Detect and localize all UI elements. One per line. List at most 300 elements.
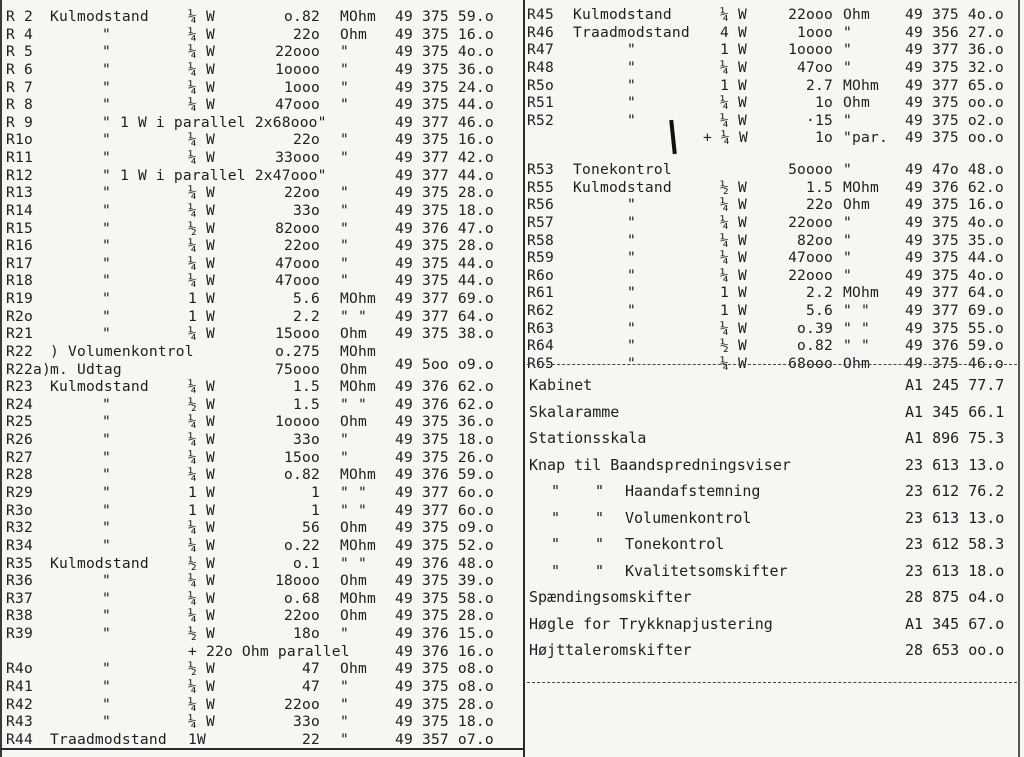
part-number: 49 375 28.o <box>395 237 494 255</box>
ditto-mark: " <box>627 266 636 284</box>
part-ref: R24 <box>6 395 33 413</box>
unit: " <box>340 219 349 237</box>
part-number: 49 376 59.o <box>905 337 1004 355</box>
part-number: 49 375 58.o <box>395 589 494 607</box>
unit: Ohm <box>843 94 870 112</box>
unit: " <box>843 41 852 59</box>
part-number: A1 245 77.7 <box>905 376 1005 394</box>
wattage: ¼ W <box>188 378 215 396</box>
resistance-value: 22oo <box>284 184 320 202</box>
part-number: 49 375 44.o <box>395 96 494 114</box>
resistance-value: o.82 <box>797 337 833 355</box>
ditto-mark: " <box>627 58 636 76</box>
resistance-value: 82ooo <box>275 219 320 237</box>
wattage: ¼ W <box>188 677 215 695</box>
resistance-value: 15oo <box>284 448 320 466</box>
ditto-mark: " <box>102 660 111 678</box>
ditto-mark: " <box>627 213 636 231</box>
part-ref: R14 <box>6 201 33 219</box>
part-number: 49 47o 48.o <box>905 161 1004 179</box>
ditto-mark: " <box>102 290 111 308</box>
part-number: 49 375 16.o <box>905 196 1004 214</box>
part-description: Traadmodstand <box>50 730 167 748</box>
part-ref: R35 <box>6 554 33 572</box>
resistance-value: 1.5 <box>293 395 320 413</box>
wattage: ¼ W <box>720 196 747 214</box>
wattage: ¼ W <box>720 58 747 76</box>
resistance-value: 33o <box>293 431 320 449</box>
part-description: Kulmodstand <box>50 8 149 25</box>
ditto-mark: " <box>102 201 111 219</box>
part-ref: R48 <box>527 58 554 76</box>
resistance-value: 22o <box>293 25 320 43</box>
part-description: Kulmodstand <box>573 178 672 196</box>
wattage: 1 W <box>720 302 747 320</box>
resistance-value: 15ooo <box>275 325 320 343</box>
unit: " <box>340 78 349 96</box>
wattage: ¼ W <box>188 60 215 78</box>
unit: " " <box>340 484 367 501</box>
part-ref: R18 <box>6 272 33 290</box>
resistance-value: 1o <box>815 129 833 147</box>
part-number: 49 377 6o.o <box>395 501 494 519</box>
part-ref: R19 <box>6 290 33 308</box>
resistance-value: 1 <box>311 484 320 501</box>
part-ref: R17 <box>6 254 33 272</box>
part-number: 23 612 76.2 <box>905 482 1005 500</box>
wattage: ½ W <box>720 178 747 196</box>
part-description: ) Volumenkontrol <box>50 342 194 360</box>
resistance-value: 22o <box>806 196 833 214</box>
resistance-value: 22ooo <box>275 43 320 61</box>
resistance-value: 68ooo <box>788 354 833 372</box>
wattage: ½ W <box>188 219 215 237</box>
part-number: 49 375 36.o <box>395 413 494 431</box>
wattage: ¼ W <box>720 231 747 249</box>
part-ref: R 2 <box>6 8 33 25</box>
part-number: 28 875 o4.o <box>905 588 1005 606</box>
part-ref: R36 <box>6 572 33 590</box>
unit: " <box>340 149 349 167</box>
unit: MOhm <box>340 589 376 607</box>
ditto-mark: " 1 W i parallel 2x47ooo" <box>102 166 327 184</box>
wattage: ¼ W <box>188 149 215 167</box>
ditto-mark: " <box>102 325 111 343</box>
part-ref: R39 <box>6 625 33 643</box>
wattage: ¼ W <box>188 131 215 149</box>
wattage: 1 W <box>720 76 747 94</box>
part-number: 49 377 36.o <box>905 41 1004 59</box>
wattage: ¼ W <box>188 519 215 537</box>
resistance-value: 2.2 <box>293 307 320 325</box>
resistance-value: 5oooo <box>788 161 833 179</box>
unit: " <box>340 695 349 713</box>
part-number: 49 5oo o9.o <box>395 356 494 373</box>
wattage: ¼ W <box>188 237 215 255</box>
part-ref: R45 <box>527 6 554 23</box>
ditto-mark: " <box>102 237 111 255</box>
part-description: m. Udtag <box>50 360 122 378</box>
resistance-value: 47ooo <box>275 272 320 290</box>
wattage: ¼ W <box>720 249 747 267</box>
ditto-mark: " <box>102 25 111 43</box>
part-number: 23 612 58.3 <box>905 535 1005 553</box>
unit: " <box>340 201 349 219</box>
resistance-value: 47ooo <box>275 254 320 272</box>
ditto-mark: " <box>102 60 111 78</box>
resistance-value: 47 <box>302 677 320 695</box>
wattage: ¼ W <box>188 8 215 25</box>
wattage: ¼ W <box>720 354 747 372</box>
part-description: Stationsskala <box>529 429 647 447</box>
part-number: 49 376 62.o <box>395 378 494 396</box>
unit: "par. <box>843 129 888 147</box>
part-ref: R52 <box>527 111 554 129</box>
ditto-mark: " <box>102 713 111 731</box>
wattage: 1 W <box>188 290 215 308</box>
resistance-value: o.275 <box>275 342 320 360</box>
unit: MOhm <box>340 536 376 554</box>
unit: MOhm <box>340 290 376 308</box>
wattage: ¼ W <box>188 572 215 590</box>
ditto-mark: " <box>627 354 636 372</box>
part-number: 49 375 16.o <box>395 131 494 149</box>
part-number: 49 375 59.o <box>395 8 494 25</box>
part-number: 49 356 27.o <box>905 23 1004 41</box>
part-number: 49 357 o7.o <box>395 730 494 748</box>
ditto-mark: " <box>102 395 111 413</box>
unit: Ohm <box>340 607 367 625</box>
resistance-value: o.68 <box>284 589 320 607</box>
right-border <box>1018 0 1020 757</box>
ditto-mark: " <box>627 196 636 214</box>
part-number: 49 377 69.o <box>905 302 1004 320</box>
ditto-mark: " <box>102 501 111 519</box>
wattage: ¼ W <box>720 319 747 337</box>
part-subdescription: Haandafstemning <box>625 482 761 500</box>
unit: " <box>340 96 349 114</box>
part-number: 49 375 4o.o <box>905 266 1004 284</box>
part-ref: R15 <box>6 219 33 237</box>
unit: Ohm <box>340 25 367 43</box>
part-ref: R3o <box>6 501 33 519</box>
wattage: ½ W <box>188 554 215 572</box>
part-ref: R58 <box>527 231 554 249</box>
resistance-value: 1o <box>815 94 833 112</box>
resistance-value: 1oooo <box>275 413 320 431</box>
resistance-value: 22oo <box>284 237 320 255</box>
part-ref: R22a) <box>6 360 51 378</box>
unit: " <box>340 431 349 449</box>
part-ref: R1o <box>6 131 33 149</box>
resistance-value: o.82 <box>284 466 320 484</box>
unit: " <box>340 730 349 748</box>
part-ref: R59 <box>527 249 554 267</box>
part-number: A1 345 66.1 <box>905 402 1005 421</box>
wattage: ¼ W <box>188 201 215 219</box>
ditto-mark: " <box>551 508 561 527</box>
unit: Ohm <box>340 413 367 431</box>
wattage: 1 W <box>188 307 215 325</box>
part-number: 28 653 oo.o <box>905 641 1005 659</box>
wattage: 4 W <box>720 23 747 41</box>
unit: " <box>843 23 852 41</box>
ditto-mark: " <box>627 337 636 355</box>
part-ref: R 4 <box>6 25 33 43</box>
part-number: 49 377 42.o <box>395 149 494 167</box>
part-subdescription: Tonekontrol <box>625 535 725 553</box>
resistance-value: 1oooo <box>275 60 320 78</box>
resistance-value: 22oo <box>284 607 320 625</box>
ditto-mark: " <box>627 302 636 320</box>
unit: Ohm <box>340 660 367 678</box>
resistance-value: 1ooo <box>284 78 320 96</box>
resistance-value: 47ooo <box>275 96 320 114</box>
left-border <box>0 0 2 757</box>
wattage: 1 W <box>188 501 215 519</box>
part-number: 49 377 44.o <box>395 166 494 184</box>
ditto-mark: " <box>102 519 111 537</box>
unit: " <box>340 625 349 643</box>
wattage: + 22o Ohm parallel <box>188 642 350 660</box>
wattage: ¼ W <box>188 272 215 290</box>
resistance-value: 56 <box>302 519 320 537</box>
resistance-value: 18ooo <box>275 572 320 590</box>
unit: " " <box>340 501 367 519</box>
part-ref: R22 <box>6 342 33 360</box>
part-number: 49 375 36.o <box>395 60 494 78</box>
part-ref: R28 <box>6 466 33 484</box>
ditto-mark: " <box>102 677 111 695</box>
resistance-value: 1ooo <box>797 23 833 41</box>
part-ref: R29 <box>6 484 33 501</box>
part-ref: R6o <box>527 266 554 284</box>
resistance-value: 22ooo <box>788 213 833 231</box>
part-ref: R41 <box>6 677 33 695</box>
ditto-mark: " <box>102 466 111 484</box>
wattage: 1 W <box>720 41 747 59</box>
ditto-mark: " <box>102 431 111 449</box>
part-number: A1 345 67.o <box>905 614 1005 633</box>
part-number: 49 375 o2.o <box>905 111 1004 129</box>
wattage: ¼ W <box>188 325 215 343</box>
part-number: 49 375 38.o <box>395 325 494 343</box>
separator-bottom <box>527 682 1017 683</box>
ditto-mark: " <box>627 111 636 129</box>
ditto-mark: " <box>102 484 111 501</box>
wattage: ¼ W <box>720 111 747 129</box>
part-description: Spændingsomskifter <box>529 588 692 606</box>
part-ref: R 5 <box>6 43 33 61</box>
part-number: 49 375 44.o <box>395 254 494 272</box>
pen-mark <box>669 120 677 154</box>
part-ref: R47 <box>527 41 554 59</box>
unit: " <box>843 231 852 249</box>
part-number: 49 375 oo.o <box>905 94 1004 112</box>
wattage: ¼ W <box>188 466 215 484</box>
unit: Ohm <box>340 360 367 378</box>
part-ref: R56 <box>527 196 554 214</box>
part-ref: R51 <box>527 94 554 112</box>
ditto-mark: " <box>551 561 561 580</box>
part-number: 23 613 13.o <box>905 455 1005 474</box>
ditto-mark: " <box>102 607 111 625</box>
ditto-mark: " <box>102 96 111 114</box>
part-ref: R2o <box>6 307 33 325</box>
unit: " " <box>340 395 367 413</box>
resistance-value: 5.6 <box>806 302 833 320</box>
part-number: 49 375 o9.o <box>395 519 494 537</box>
part-number: 49 375 55.o <box>905 319 1004 337</box>
part-ref: R11 <box>6 149 33 167</box>
part-ref: R61 <box>527 284 554 302</box>
part-number: 49 377 69.o <box>395 290 494 308</box>
ditto-mark: " <box>627 231 636 249</box>
part-description: Tonekontrol <box>573 161 672 179</box>
ditto-mark: " <box>595 561 605 580</box>
part-ref: R44 <box>6 730 33 748</box>
unit: " " <box>843 302 870 320</box>
unit: " " <box>340 307 367 325</box>
part-ref: R37 <box>6 589 33 607</box>
part-number: 49 375 16.o <box>395 25 494 43</box>
part-number: 49 376 15.o <box>395 625 494 643</box>
part-number: 49 375 28.o <box>395 607 494 625</box>
unit: Ohm <box>843 196 870 214</box>
part-number: 49 375 4o.o <box>395 43 494 61</box>
unit: Ohm <box>843 6 870 23</box>
part-number: 49 377 65.o <box>905 76 1004 94</box>
wattage: ¼ W <box>720 213 747 231</box>
unit: " <box>843 266 852 284</box>
part-ref: R 8 <box>6 96 33 114</box>
wattage: ¼ W <box>188 607 215 625</box>
part-ref: R16 <box>6 237 33 255</box>
wattage: ¼ W <box>720 94 747 112</box>
resistance-value: o.39 <box>797 319 833 337</box>
wattage: ½ W <box>720 337 747 355</box>
part-ref: R12 <box>6 166 33 184</box>
part-ref: R63 <box>527 319 554 337</box>
part-number: 49 375 oo.o <box>905 129 1004 147</box>
ditto-mark: " <box>102 149 111 167</box>
unit: " " <box>843 337 870 355</box>
unit: MOhm <box>843 284 879 302</box>
part-number: 49 377 46.o <box>395 113 494 131</box>
part-number: 49 377 6o.o <box>395 484 494 501</box>
wattage: ¼ W <box>188 43 215 61</box>
unit: MOhm <box>843 178 879 196</box>
ditto-mark: " <box>102 413 111 431</box>
unit: " <box>340 184 349 202</box>
resistance-value: 33o <box>293 201 320 219</box>
part-number: 49 376 59.o <box>395 466 494 484</box>
part-number: 49 377 64.o <box>395 307 494 325</box>
part-number: 49 375 26.o <box>395 448 494 466</box>
resistance-value: 18o <box>293 625 320 643</box>
unit: " <box>843 58 852 76</box>
unit: " <box>843 213 852 231</box>
ditto-mark: " <box>551 535 561 553</box>
part-number: 23 613 18.o <box>905 561 1005 580</box>
part-number: 49 375 18.o <box>395 201 494 219</box>
resistance-value: 1oooo <box>788 41 833 59</box>
part-number: 49 375 39.o <box>395 572 494 590</box>
part-subdescription: Kvalitetsomskifter <box>625 561 788 580</box>
unit: Ohm <box>843 354 870 372</box>
resistance-value: 33o <box>293 713 320 731</box>
resistance-value: 82oo <box>797 231 833 249</box>
bottom-rule <box>0 748 524 750</box>
wattage: 1 W <box>720 284 747 302</box>
resistance-value: o.1 <box>293 554 320 572</box>
wattage: ¼ W <box>188 695 215 713</box>
resistance-value: 2.2 <box>806 284 833 302</box>
wattage: ½ W <box>188 395 215 413</box>
resistance-value: 47 <box>302 660 320 678</box>
resistance-value: 5.6 <box>293 290 320 308</box>
part-ref: R32 <box>6 519 33 537</box>
part-description: Skalaramme <box>529 402 620 421</box>
part-number: 23 613 13.o <box>905 508 1005 527</box>
part-number: 49 375 44.o <box>395 272 494 290</box>
part-ref: R46 <box>527 23 554 41</box>
unit: Ohm <box>340 519 367 537</box>
resistance-value: 47ooo <box>788 249 833 267</box>
part-ref: R65 <box>527 354 554 372</box>
wattage: ¼ W <box>720 6 747 23</box>
unit: " " <box>843 319 870 337</box>
wattage: ¼ W <box>188 713 215 731</box>
part-number: 49 375 46.o <box>905 354 1004 372</box>
part-description: Kulmodstand <box>50 554 149 572</box>
unit: " <box>843 111 852 129</box>
part-ref: R5o <box>527 76 554 94</box>
part-number: 49 376 62.o <box>395 395 494 413</box>
unit: " <box>340 131 349 149</box>
wattage: + ¼ W <box>703 129 748 147</box>
part-ref: R55 <box>527 178 554 196</box>
wattage: ¼ W <box>188 25 215 43</box>
part-number: 49 375 35.o <box>905 231 1004 249</box>
wattage: ¼ W <box>188 536 215 554</box>
part-ref: R13 <box>6 184 33 202</box>
ditto-mark: " <box>595 535 605 553</box>
part-number: 49 375 18.o <box>395 713 494 731</box>
ditto-mark: " <box>627 41 636 59</box>
wattage: ¼ W <box>188 96 215 114</box>
unit: " <box>340 60 349 78</box>
part-ref: R 6 <box>6 60 33 78</box>
wattage: ¼ W <box>188 448 215 466</box>
part-ref: R21 <box>6 325 33 343</box>
part-number: 49 375 4o.o <box>905 6 1004 23</box>
wattage: ¼ W <box>720 266 747 284</box>
ditto-mark: " <box>102 272 111 290</box>
part-number: 49 375 18.o <box>395 431 494 449</box>
part-ref: R4o <box>6 660 33 678</box>
ditto-mark: " <box>102 131 111 149</box>
ditto-mark: " <box>102 448 111 466</box>
wattage: ¼ W <box>188 254 215 272</box>
ditto-mark: " <box>102 589 111 607</box>
unit: MOhm <box>340 342 376 360</box>
wattage: 1W <box>188 730 206 748</box>
part-description: Traadmodstand <box>573 23 690 41</box>
part-ref: R23 <box>6 378 33 396</box>
part-number: 49 375 44.o <box>905 249 1004 267</box>
part-number: 49 376 62.o <box>905 178 1004 196</box>
